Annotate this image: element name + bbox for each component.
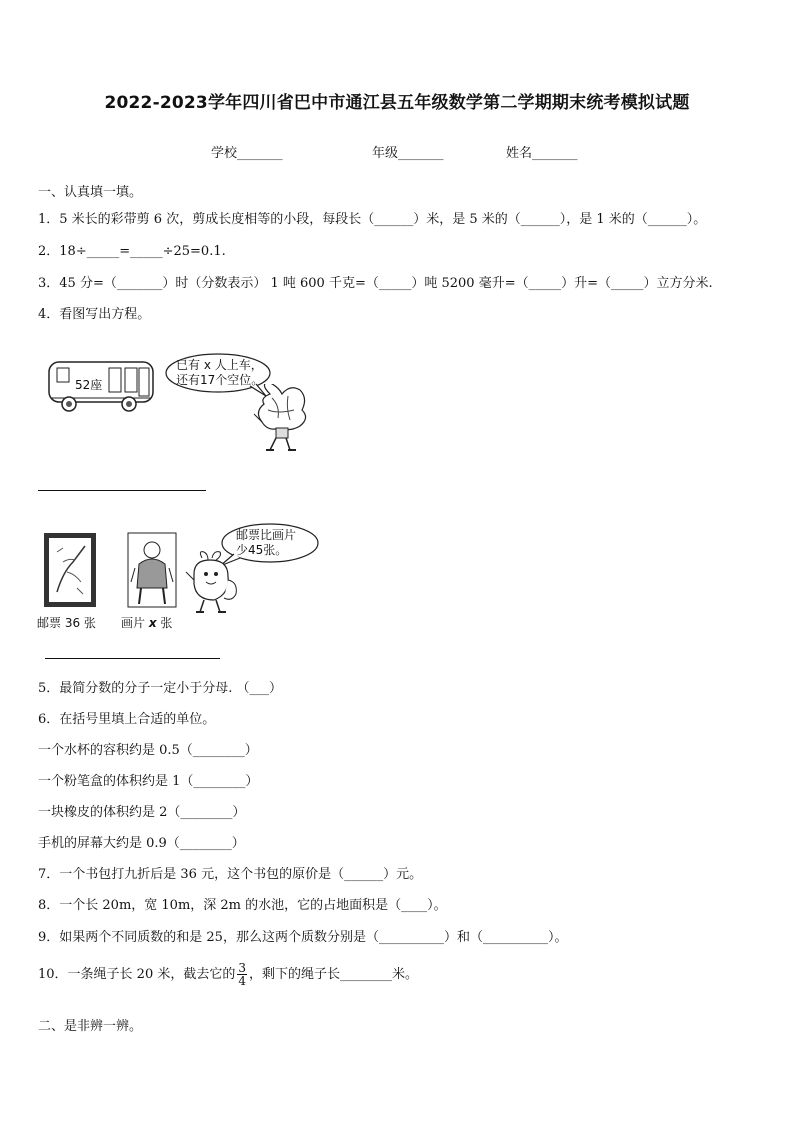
- picture-caption-variable: x: [148, 616, 157, 630]
- bus-seat-label: 52座: [75, 378, 103, 392]
- question-6d: 手机的屏幕大约是 0.9（________）: [38, 836, 245, 851]
- question-10-suffix: ，剩下的绳子长________米。: [249, 967, 419, 982]
- question-7: 7．一个书包打九折后是 36 元，这个书包的原价是（______）元。: [38, 867, 423, 882]
- answer-line-2[interactable]: [45, 658, 220, 659]
- page-title: 2022-2023学年四川省巴中市通江县五年级数学第二学期期末统考模拟试题: [104, 93, 690, 113]
- section2-heading: 二、是非辨一辨。: [38, 1019, 143, 1034]
- name-field[interactable]: 姓名_______: [506, 146, 578, 161]
- picture-caption: [121, 614, 172, 631]
- question-1: 1．5 米长的彩带剪 6 次，剪成长度相等的小段，每段长（______）米，是 5 米的（______），是 1 米的（______）。: [38, 212, 707, 227]
- question-5: 5．最简分数的分子一定小于分母. （___）: [38, 681, 283, 696]
- fraction-three-quarters: [237, 962, 247, 987]
- fraction-denominator: 4: [238, 974, 246, 988]
- question-8: 8．一个长 20m，宽 10m，深 2m 的水池，它的占地面积是（____）。: [38, 898, 447, 913]
- question-2: 2．18÷_____=_____÷25=0.1.: [38, 244, 226, 259]
- stamp-caption: 邮票 36 张: [37, 616, 96, 630]
- bubble-1-line-2: 还有17个空位。: [176, 373, 264, 387]
- question-6: 6．在括号里填上合适的单位。: [38, 712, 216, 727]
- stamp-illustration: [43, 532, 97, 608]
- question-10: [38, 962, 418, 988]
- section1-heading: 一、认真填一填。: [38, 185, 143, 200]
- picture-caption-prefix: 画片: [121, 616, 149, 630]
- bus-illustration: [47, 358, 159, 416]
- question-4: 4．看图写出方程。: [38, 307, 151, 322]
- cabbage-character-illustration: [250, 384, 314, 454]
- school-field[interactable]: 学校_______: [211, 146, 283, 161]
- bubble-2-line-2: 少45张。: [236, 543, 288, 557]
- question-10-prefix: 10．一条绳子长 20 米，截去它的: [38, 967, 236, 982]
- picture-card-illustration: [127, 532, 177, 608]
- question-6b: 一个粉笔盒的体积约是 1（________）: [38, 774, 259, 789]
- question-3: 3．45 分=（_______）时（分数表示） 1 吨 600 千克=（_____）吨 5200 毫升=（_____）升=（_____）立方分米.: [38, 276, 713, 291]
- bubble-1-line-1: 已有 x 人上车，: [176, 358, 263, 372]
- picture-caption-suffix: 张: [156, 616, 173, 630]
- fraction-numerator: 3: [238, 961, 246, 975]
- answer-line-1[interactable]: [38, 490, 206, 491]
- radish-character-illustration: [184, 550, 240, 614]
- grade-field[interactable]: 年级_______: [372, 146, 444, 161]
- question-6a: 一个水杯的容积约是 0.5（________）: [38, 743, 258, 758]
- question-9: 9．如果两个不同质数的和是 25，那么这两个质数分别是（__________）和（__________）。: [38, 930, 568, 945]
- question-6c: 一块橡皮的体积约是 2（________）: [38, 805, 246, 820]
- bubble-2-line-1: 邮票比画片: [236, 528, 297, 542]
